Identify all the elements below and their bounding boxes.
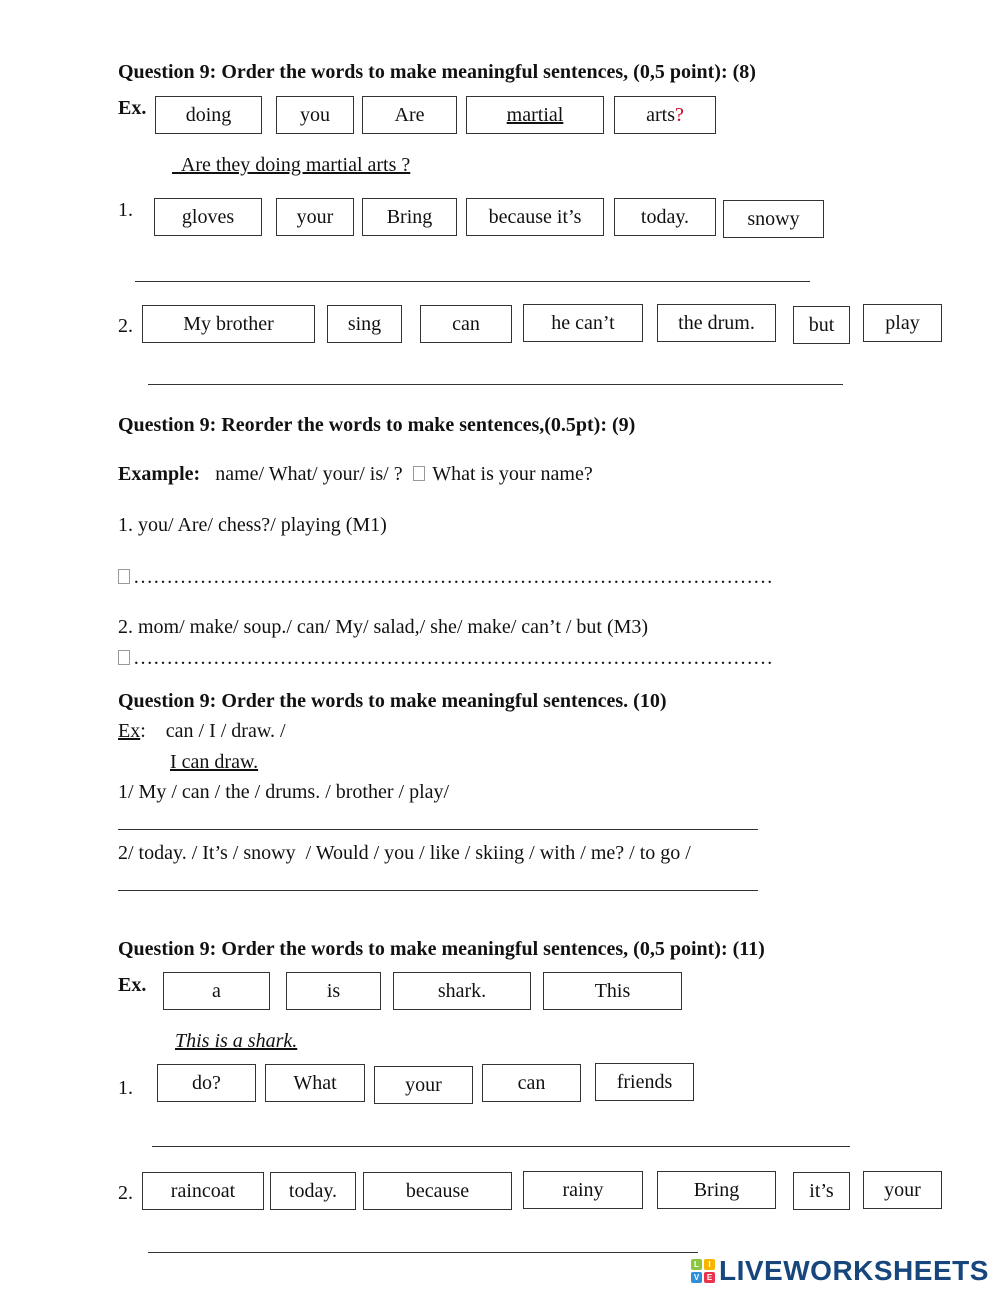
dotted-answer[interactable] [118, 648, 773, 668]
word-box: your [276, 198, 354, 236]
example-row [118, 464, 593, 484]
item-prompt: 2/ today. / It’s / snowy / Would / you / like / skiing / with / me? / to go / [118, 842, 691, 864]
example-text: : can / I / draw. / [140, 720, 286, 742]
example-answer: What is your name? [432, 463, 593, 485]
word-box: Bring [362, 198, 457, 236]
example-text: name/ What/ your/ is/ ? [215, 463, 403, 485]
arrow-placeholder-icon [413, 466, 425, 481]
item-number: 2. [118, 1182, 133, 1204]
word-box: but [793, 306, 850, 344]
word-box: the drum. [657, 304, 776, 342]
dots: …………………………………………………………………………………… [133, 647, 773, 669]
word-box: play [863, 304, 942, 342]
item-number: 1. [118, 1077, 133, 1099]
example-label: Ex. [118, 97, 147, 119]
word-box: today. [270, 1172, 356, 1210]
example-answer: I can draw. [170, 751, 259, 773]
dotted-answer[interactable] [118, 567, 773, 587]
question-title: Question 9: Order the words to make meaningful sentences, (0,5 point): (11) [118, 938, 765, 960]
question-title: Question 9: Order the words to make meaningful sentences. (10) [118, 690, 667, 712]
answer-line[interactable] [118, 890, 758, 891]
word-box: snowy [723, 200, 824, 238]
word-text: arts [646, 103, 675, 126]
answer-line[interactable] [148, 384, 843, 385]
answer-line[interactable] [148, 1252, 698, 1253]
word-box: martial [466, 96, 604, 134]
word-box: because it’s [466, 198, 604, 236]
question-title: Question 9: Order the words to make meaningful sentences, (0,5 point): (8) [118, 61, 756, 83]
dots: …………………………………………………………………………………… [133, 566, 773, 588]
example-answer: Are they doing martial arts ? [172, 154, 411, 176]
word-box: he can’t [523, 304, 643, 342]
logo-squares-icon: L I V E [691, 1259, 715, 1283]
logo-text: LIVEWORKSHEETS [719, 1255, 989, 1286]
item-prompt: 1/ My / can / the / drums. / brother / play/ [118, 781, 450, 803]
word-box: can [482, 1064, 581, 1102]
arrow-placeholder-icon [118, 650, 130, 665]
word-box: rainy [523, 1171, 643, 1209]
word-box: My brother [142, 305, 315, 343]
word-box: today. [614, 198, 716, 236]
word-box: do? [157, 1064, 256, 1102]
answer-line[interactable] [152, 1146, 850, 1147]
example-label: Example: [118, 463, 201, 485]
word-box: can [420, 305, 512, 343]
word-box: This [543, 972, 682, 1010]
question-mark: ? [675, 103, 684, 126]
word-box: doing [155, 96, 262, 134]
example-answer: This is a shark. [175, 1030, 298, 1052]
example-label: Ex [118, 720, 141, 742]
answer-line[interactable] [118, 829, 758, 830]
word-box: is [286, 972, 381, 1010]
question-title: Question 9: Reorder the words to make sentences,(0.5pt): (9) [118, 414, 636, 436]
word-box: it’s [793, 1172, 850, 1210]
example-label: Ex. [118, 974, 147, 996]
word-box: raincoat [142, 1172, 264, 1210]
word-box: What [265, 1064, 365, 1102]
word-box: sing [327, 305, 402, 343]
word-box: you [276, 96, 354, 134]
word-box: Are [362, 96, 457, 134]
word-box [614, 96, 716, 134]
item-number: 2. [118, 315, 133, 337]
item-prompt: 1. you/ Are/ chess?/ playing (M1) [118, 514, 387, 536]
word-box: shark. [393, 972, 531, 1010]
liveworksheets-logo [691, 1255, 989, 1287]
word-box: because [363, 1172, 512, 1210]
word-box: friends [595, 1063, 694, 1101]
example-row [118, 721, 286, 741]
arrow-placeholder-icon [118, 569, 130, 584]
answer-line[interactable] [135, 281, 810, 282]
word-box: gloves [154, 198, 262, 236]
word-box: Bring [657, 1171, 776, 1209]
item-number: 1. [118, 199, 133, 221]
item-prompt: 2. mom/ make/ soup./ can/ My/ salad,/ she/ make/ can’t / but (M3) [118, 616, 649, 638]
word-box: your [374, 1066, 473, 1104]
word-box: a [163, 972, 270, 1010]
word-box: your [863, 1171, 942, 1209]
